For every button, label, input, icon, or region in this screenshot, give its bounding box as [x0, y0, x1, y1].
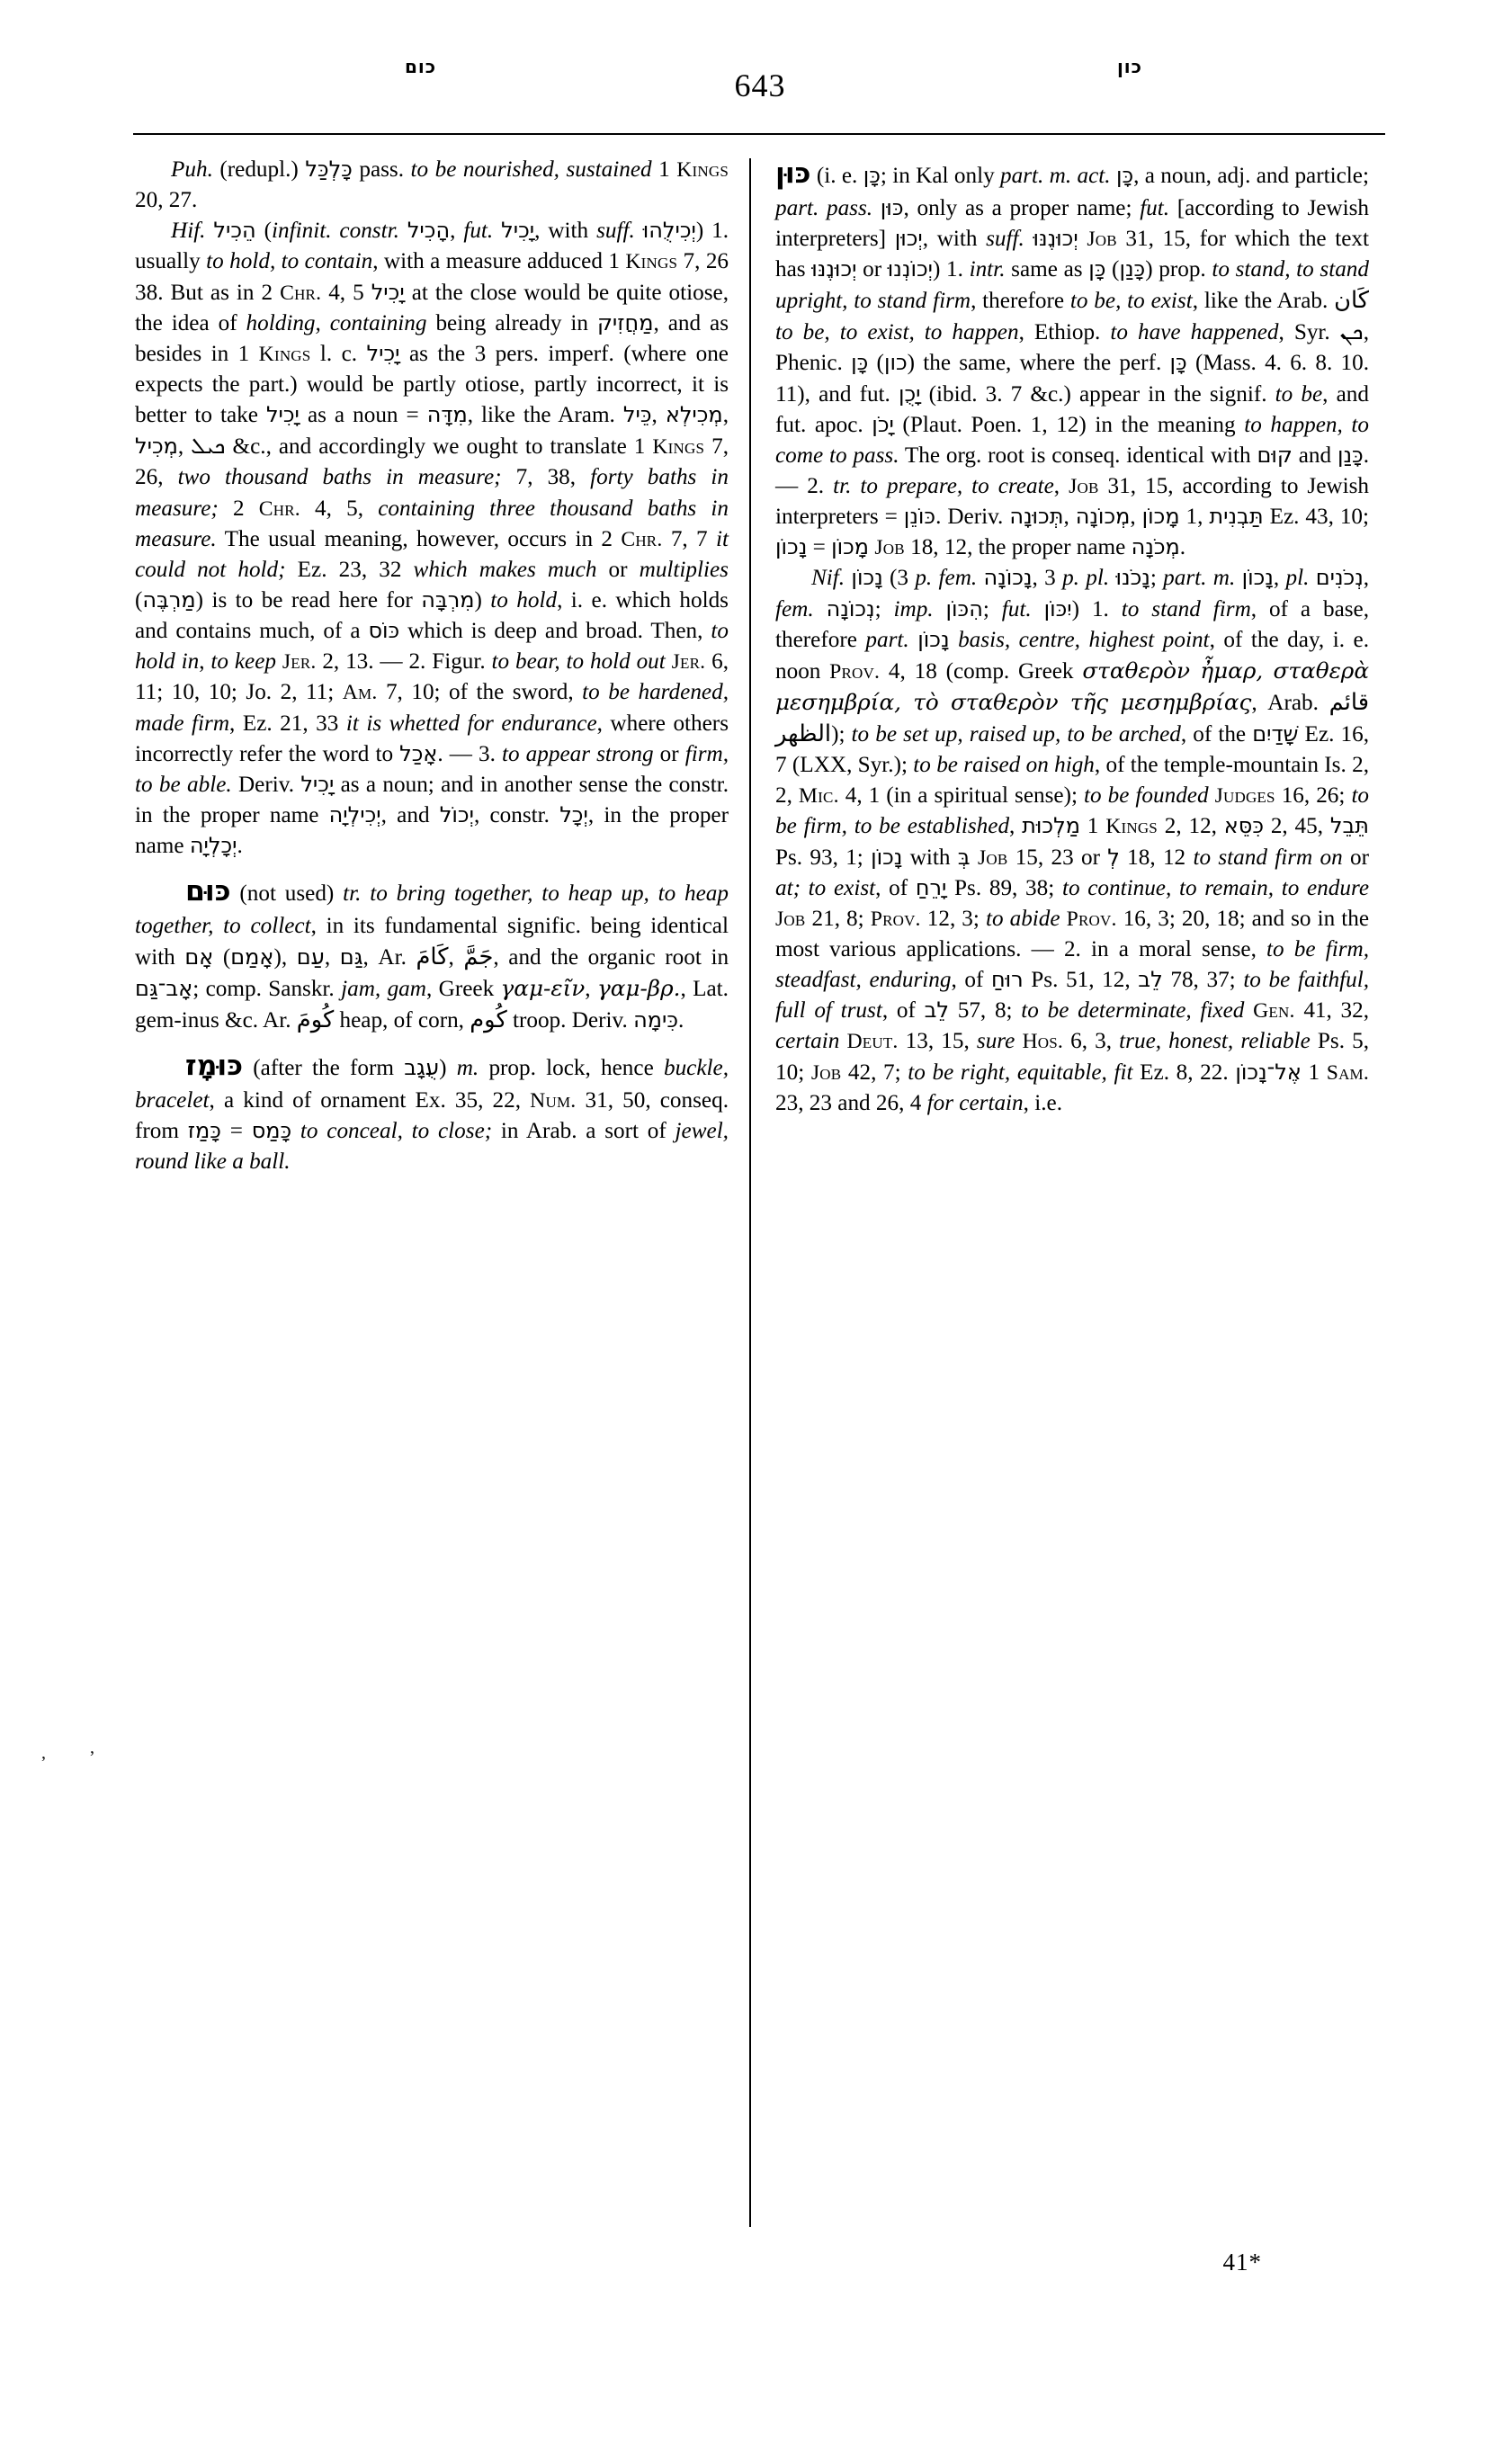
page-number: 643 — [734, 67, 786, 103]
entry-nifal: Nif. נָכוֹן (3 p. fem. נָכוֹנָה, 3 p. pl. נָכֹנוּ; part. m. נָכוֹן, pl. נְכֹנִים, fem. נְכוֹנָה; imp. הִכּוֹן; fut. יִכּוֹן) 1. to stand firm, of a base, therefore part. נָכוֹן basis, centre, highest point, of the day, i. e. noon Prov. 4, 18 (comp. Greek σταθερὸν ἦμαρ, σταθερὰ μεσημβρία, τὸ σταθερὸν τῆς μεσημβρίας, Arab. قائم الظهر); to be set up, raised up, to be arched, of the שָׁדַיִם Ez. 16, 7 (LXX, Syr.); to be raised on high, of the temple-mountain Is. 2, 2, Mic. 4, 1 (in a spiritual sense); to be founded Judges 16, 26; to be firm, to be established, מַלְכוּת 1 Kings 2, 12, כִּסֵּא 2, 45, תֵּבֵל Ps. 93, 1; נָכוֹן with בְּ Job 15, 23 or לְ 18, 12 to stand firm on or at; to exist, of יָרֵחַ Ps. 89, 38; to continue, to remain, to endure Job 21, 8; Prov. 12, 3; to abide Prov. 16, 3; 20, 18; and so in the most various applications. — 2. in a moral sense, to be firm, steadfast, enduring, of רוּחַ Ps. 51, 12, לֵב 78, 37; to be faithful, full of trust, of לֵב 57, 8; to be determinate, fixed Gen. 41, 32, certain Deut. 13, 15, sure Hos. 6, 3, true, honest, reliable Ps. 5, 10; Job 42, 7; to be right, equitable, fit Ez. 8, 22. אֶל־נָכוֹן 1 Sam. 23, 23 and 26, 4 for certain, i.e. — [775, 565, 1370, 1115]
entry-kum: כּוּם (not used) tr. to bring together, to heap up, to heap together, to collect, in its fundamental signific. being identical with אָם (אָמַם), עַם, גַּם, Ar. كَامَ, جَمَّ, and the organic root in אָב־גַּם; comp. Sanskr. jam, gam, Greek γαμ-εῖν, γαμ-βρ., Lat. gem-inus &c. Ar. كُومَ heap, of corn, كُوم troop. Deriv. כִּימָה. — [135, 875, 729, 1034]
margin-mark-1: , — [41, 1743, 46, 1763]
page-header — [135, 56, 1385, 119]
column-divider — [749, 158, 751, 2227]
header-left-hebrew: כום — [405, 56, 437, 77]
entry-kumaz: כּוּמָז (after the form עֻגָב) m. prop. lock, hence buckle, bracelet, a kind of ornament Ex. 35, 22, Num. 31, 50, conseq. from כָּמַז = כָּמַס to conceal, to close; in Arab. a sort of jewel, round like a ball. — [135, 1050, 729, 1175]
header-right-hebrew: כון — [1116, 56, 1142, 77]
signature-mark: 41* — [1222, 2249, 1262, 2276]
entry-kun: כּוּן (i. e. כָּן; in Kal only part. m. act. כָּן, a noun, adj. and particle; part. pass. כּוּן, only as a proper name; fut. [according to Jewish interpreters] יְכוּן, with suff. יְכוּנֶנּוּ Job 31, 15, for which the text has יְכוּנֶנּוּ or יְכוֹנְנוּ) 1. intr. same as כָּן (כָּנַן) prop. to stand, to stand upright, to stand firm, therefore to be, to exist, like the Arab. كَان to be, to exist, to happen, Ethiop. to have happened, Syr. ܟܢ, Phenic. כָּן (כון) the same, where the perf. כָּן (Mass. 4. 6. 8. 10. 11), and fut. יָכֻן (ibid. 3. 7 &c.) appear in the signif. to be, and fut. apoc. יָכֹן (Plaut. Poen. 1, 12) in the meaning to happen, to come to pass. The org. root is conseq. identical with קוּם and כָּנַן. — 2. tr. to prepare, to create, Job 31, 15, according to Jewish interpreters = כּוֹנֵן. Deriv. תְּכוּנָה, מְכוֹנָה, מָכוֹן 1, תַּבְנִית Ez. 43, 10; נָכוֹן = מָכוֹן Job 18, 12, the proper name מְכֹנָה. — [775, 157, 1370, 560]
left-column — [135, 155, 729, 1178]
header-rule — [133, 133, 1385, 135]
right-column — [775, 155, 1369, 1119]
entry-puhlal: Puh. (redupl.) כָּלְכַּל pass. to be nourished, sustained 1 Kings 20, 27. — [135, 156, 729, 213]
entry-hifil: Hif. הֵכִיל (infinit. constr. הָכִיל, fut. יָכִיל, with suff. יְכִילֻהוּ) 1. usually to hold, to contain, with a measure adduced 1 Kings 7, 26 38. But as in 2 Chr. 4, 5 יָכִיל at the close would be quite otiose, the idea of holding, containing being already in מַחֲזִיק, and as besides in 1 Kings l. c. יָכִיל as the 3 pers. imperf. (where one expects the part.) would be partly otiose, partly incorrect, it is better to take יָכִיל as a noun = מִדָּה, like the Aram. כֵּיל, מְכִילְא, מְכִיל, ܟܝܠ &c., and accordingly we ought to translate 1 Kings 7, 26, two thousand baths in measure; 7, 38, forty baths in measure; 2 Chr. 4, 5, containing three thousand baths in measure. The usual meaning, however, occurs in 2 Chr. 7, 7 it could not hold; Ez. 23, 32 which makes much or multiplies (מַרְבֶּה) is to be read here for מִרְבָּה) to hold, i. e. which holds and contains much, of a כּוֹס which is deep and broad. Then, to hold in, to keep Jer. 2, 13. — 2. Figur. to bear, to hold out Jer. 6, 11; 10, 10; Jo. 2, 11; Am. 7, 10; of the sword, to be hardened, made firm, Ez. 21, 33 it is whetted for endurance, where others incorrectly refer the word to אָכַל. — 3. to appear strong or firm, to be able. Deriv. יָכִיל as a noun; and in another sense the constr. in the proper name יְכִילְיָה, and יְכוֹל, constr. יְכָל, in the proper name יְכָלְיָה. — [135, 218, 729, 859]
margin-mark-2: , — [90, 1738, 94, 1757]
